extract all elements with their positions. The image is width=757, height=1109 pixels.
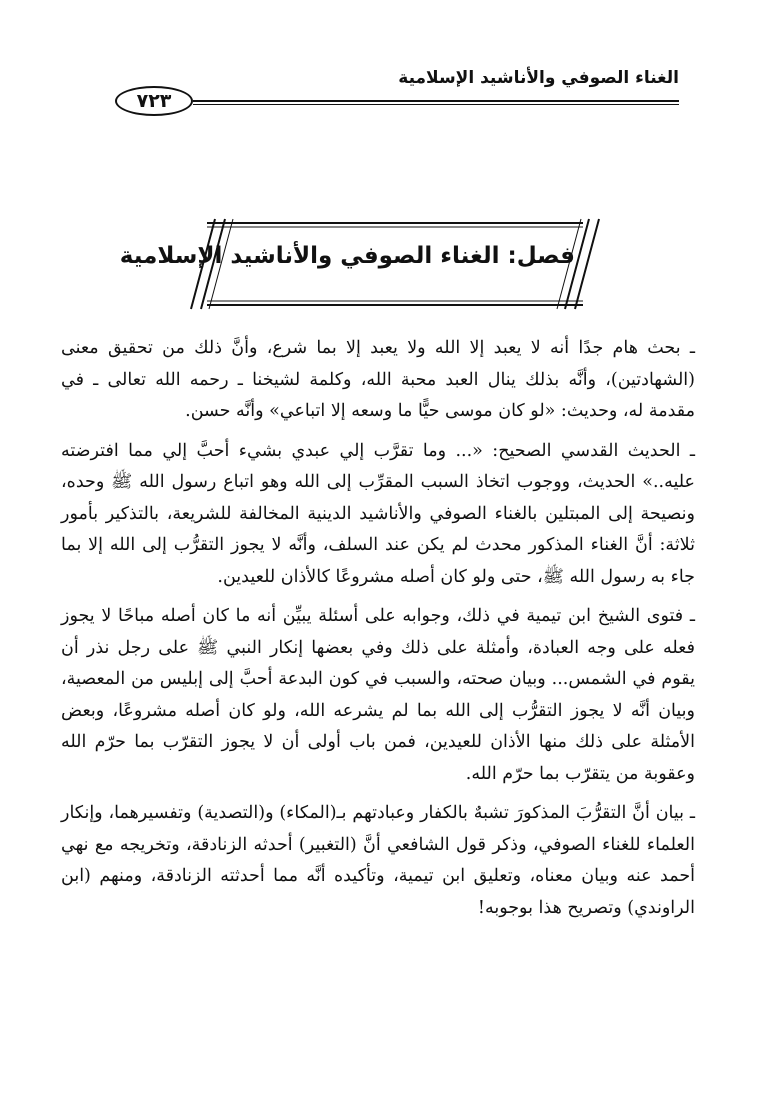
paragraph: ـ بيان أنَّ التقرُّبَ المذكورَ تشبهٌ بالكفار وعبادتهم بـ(المكاء) و(التصدية) وتفسيرهما، وإنكار العلماء للغناء الصوفي، وذكر قول الشافعي أنَّ (التغبير) أحدثه الزنادقة، وتخريجه مع نهي أحمد عنه وبيان معناه، وتعليق ابن تيمية، وتأكيده أنَّه مما أحدثته الزنادقة، ومنهم (ابن الراوندي) وتصريح هذا بوجوبه! — [61, 803, 695, 918]
chapter-title: فصل: الغناء الصوفي والأناشيد الإسلامية — [119, 243, 575, 269]
paragraph: ـ بحث هام جدًا أنه لا يعبد إلا الله ولا يعبد إلا بما شرع، وأنَّ ذلك من تحقيق معنى (الشهادتين)، وأنَّه بذلك ينال العبد محبة الله، وكلمة لشيخنا ـ رحمه الله تعالى ـ في مقدمة له، وحديث: «لو كان موسى حيًّا ما وسعه إلا اتباعي» وأنَّه حسن. — [61, 338, 695, 421]
running-header — [115, 58, 679, 118]
body-text — [61, 333, 695, 932]
running-title: الغناء الصوفي والأناشيد الإسلامية — [398, 68, 679, 88]
page-number-badge — [115, 86, 193, 116]
paragraph: ـ فتوى الشيخ ابن تيمية في ذلك، وجوابه على أسئلة يبيِّن أنه ما كان أصله مباحًا لا يجوز فعله على وجه العبادة، وأمثلة على ذلك وفي بعضها إنكار النبي ﷺ على رجل نذر أن يقوم في الشمس... وبيان صحته، والسبب في كون البدعة أحبَّ إلى إبليس من المعصية، وبيان أنَّه لا يجوز التقرُّب إلى الله بما لم يشرعه الله، ولو كان أصله مشروعًا، وبعض الأمثلة على ذلك منها الأذان للعيدين، فمن باب أولى أن لا يجوز التقرّب بما حرّم الله وعقوبة من يتقرّب بما حرّم الله. — [61, 606, 695, 784]
page-number: ٧٢٣ — [136, 90, 172, 112]
chapter-heading-box — [119, 217, 605, 311]
header-rule — [193, 100, 679, 105]
paragraph: ـ الحديث القدسي الصحيح: «... وما تقرَّب إلي عبدي بشيء أحبَّ إلي مما افترضته عليه..» الحديث، ووجوب اتخاذ السبب المقرِّب إلى الله وهو اتباع رسول الله ﷺ وحده، ونصيحة إلى المبتلين بالغناء الصوفي والأناشيد الدينية المخالفة للشريعة، بالتذكير بأمور ثلاثة: أنَّ الغناء المذكور محدث لم يكن عند السلف، وأنَّه لا يجوز التقرُّب إلى الله إلا بما جاء به رسول الله ﷺ، حتى ولو كان أصله مشروعًا كالأذان للعيدين. — [61, 440, 695, 587]
